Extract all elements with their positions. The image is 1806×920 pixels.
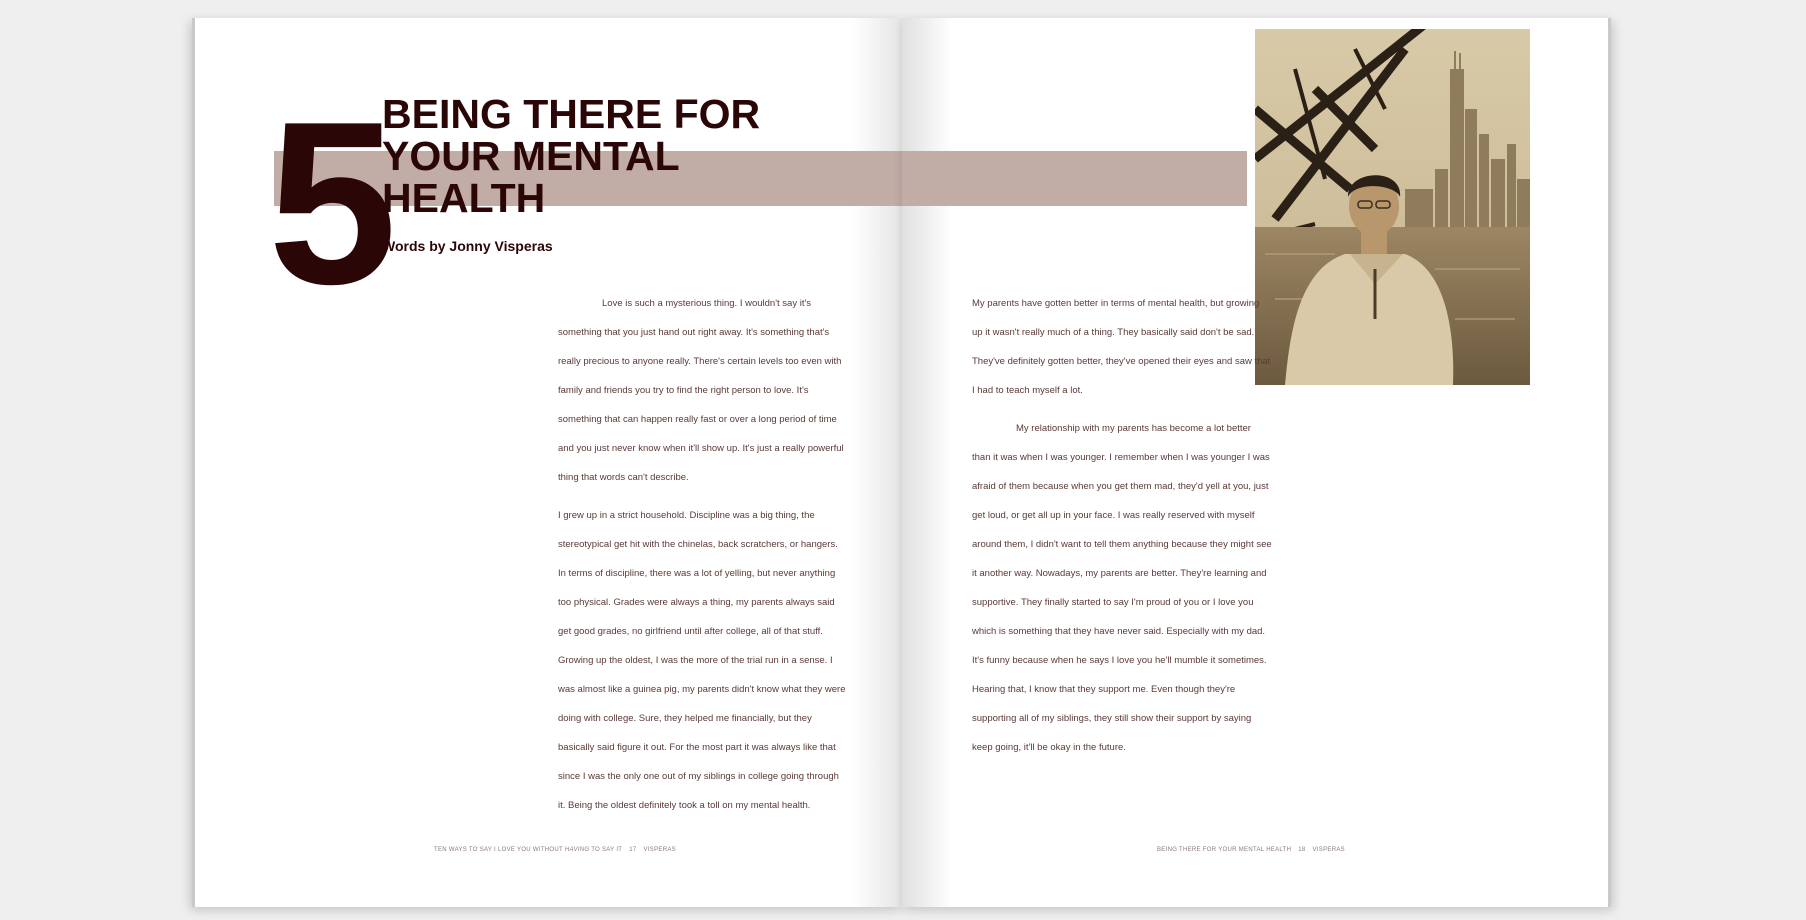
book-title-suffix: TO SAY IT — [591, 847, 623, 853]
left-body-text — [558, 289, 848, 820]
portrait-photo — [1255, 29, 1530, 385]
footer-author: VISPERAS — [1312, 847, 1345, 853]
chapter-number: 5 — [268, 74, 392, 333]
right-page — [902, 18, 1611, 907]
book-title-prefix: TEN WAYS TO SAY I LOVE YOU WITHOUT — [434, 847, 563, 853]
page-number: 18 — [1298, 847, 1306, 853]
photo-image — [1255, 29, 1530, 385]
footer-author: VISPERAS — [643, 847, 676, 853]
chapter-title: BEING THERE FOR YOUR MENTAL HEALTH — [382, 91, 761, 221]
page-edge — [192, 18, 195, 907]
paragraph: I grew up in a strict household. Discipline was a big thing, the stereotypical get hit with the chinelas, back scratchers, or hangers. In terms of discipline, there was a lot of yelling, but never anything too physical. Grades were always a thing, my parents always said get good grades, no girlfriend until after college, all of that stuff. Growing up the oldest, I was the more of the trial run in a sense. I was almost like a guinea pig, my parents didn't know what they were doing with college. Sure, they helped me financially, but they basically said figure it out. For the most part it was always like that since I was the only one out of my siblings in college going through it. Being the oldest definitely took a toll on my mental health. — [558, 510, 846, 811]
book-spread — [192, 18, 1611, 907]
title-band — [902, 151, 1247, 206]
book-title-emphasis: HAVING — [564, 847, 590, 853]
page-number: 17 — [629, 847, 637, 853]
left-footer — [434, 847, 683, 853]
right-body-text — [972, 289, 1272, 762]
paragraph: My parents have gotten better in terms of mental health, but growing up it wasn't really much of a thing. They basically said don't be sad. They've definitely gotten better, they've opened their eyes and saw that I had to teach myself a lot. — [972, 298, 1271, 396]
section-title: BEING THERE FOR YOUR MENTAL HEALTH — [1157, 847, 1292, 853]
byline: Words by Jonny Visperas — [382, 238, 553, 254]
page-edge — [1608, 18, 1611, 907]
left-page — [192, 18, 902, 907]
right-footer — [1157, 847, 1352, 853]
paragraph: My relationship with my parents has become a lot better than it was when I was younger. I remember when I was younger I was afraid of them because when you get them mad, they'd yell at you, just get loud, or get all up in your face. I was really reserved with myself around them, I didn't want to tell them anything because they might see it another way. Nowadays, my parents are better. They're learning and supportive. They finally started to say I'm proud of you or I love you which is something that they have never said. Especially with my dad. It's funny because when he says I love you he'll mumble it sometimes. Hearing that, I know that they support me. Even though they're supporting all of my siblings, they still show their support by saying keep going, it'll be okay in the future. — [972, 423, 1272, 753]
paragraph: Love is such a mysterious thing. I wouldn't say it's something that you just hand out right away. It's something that's really precious to anyone really. There's certain levels too even with family and friends you try to find the right person to love. It's something that can happen really fast or over a long period of time and you just never know when it'll show up. It's just a really powerful thing that words can't describe. — [558, 298, 844, 483]
